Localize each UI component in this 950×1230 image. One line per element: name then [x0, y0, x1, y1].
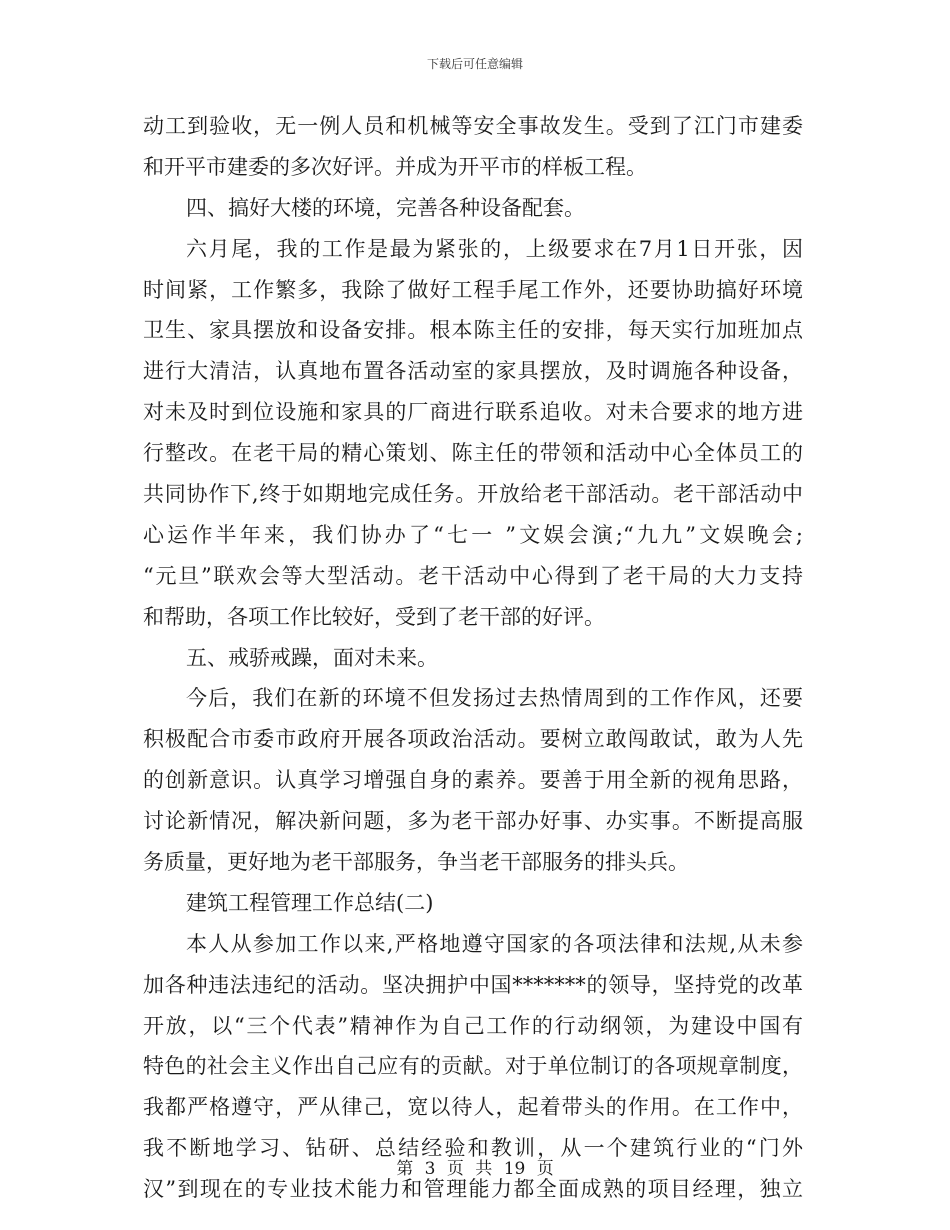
- text-line: 和帮助，各项工作比较好，受到了老干部的好评。: [143, 604, 605, 629]
- text-line: 时间紧，工作繁多，我除了做好工程手尾工作外，还要协助搞好环境: [143, 277, 803, 302]
- document-body: [143, 106, 803, 1210]
- text-line: 特色的社会主义作出自己应有的贡献。对于单位制订的各项规章制度，: [143, 1054, 803, 1079]
- text-line: 动工到验收，无一例人员和机械等安全事故发生。受到了江门市建委: [143, 114, 803, 138]
- text-line: 务质量，更好地为老干部服务，争当老干部服务的排头兵。: [143, 850, 689, 875]
- text-line: 五、戒骄戒躁，面对未来。: [186, 645, 438, 670]
- text-line: 积极配合市委市政府开展各项政治活动。要树立敢闯敢试，敢为人先: [143, 727, 803, 752]
- text-line: 加各种违法违纪的活动。坚决拥护中国*******的领导，坚持党的改革: [143, 972, 803, 997]
- text-line: 卫生、家具摆放和设备安排。根本陈主任的安排，每天实行加班加点: [143, 318, 803, 343]
- text-line: 我不断地学习、钻研、总结经验和教训，从一个建筑行业的“门外: [143, 1136, 803, 1161]
- text-line: 和开平市建委的多次好评。并成为开平市的样板工程。: [143, 154, 647, 179]
- text-line: 开放，以“三个代表”精神作为自己工作的行动纲领，为建设中国有: [143, 1013, 803, 1038]
- text-line: 的创新意识。认真学习增强自身的素养。要善于用全新的视角思路，: [143, 768, 803, 793]
- text-line: 四、搞好大楼的环境，完善各种设备配套。: [186, 195, 585, 220]
- text-line: 本人从参加工作以来,严格地遵守国家的各项法律和法规,从未参: [186, 931, 803, 956]
- text-line: 行整改。在老干局的精心策划、陈主任的带领和活动中心全体员工的: [143, 441, 803, 466]
- text-line: 心运作半年来，我们协办了“七一 ”文娱会演;“九九”文娱晚会;: [143, 522, 803, 547]
- text-line: 汉”到现在的专业技术能力和管理能力都全面成熟的项目经理，独立: [143, 1177, 803, 1202]
- text-line: 进行大清洁，认真地布置各活动室的家具摆放，及时调施各种设备，: [143, 359, 803, 384]
- text-line: 我都严格遵守，严从律己，宽以待人，起着带头的作用。在工作中，: [143, 1095, 803, 1120]
- text-line: 对未及时到位设施和家具的厂商进行联系追收。对未合要求的地方进: [143, 400, 803, 425]
- text-line: 讨论新情况，解决新问题，多为老干部办好事、办实事。不断提高服: [143, 809, 803, 834]
- text-line: 共同协作下,终于如期地完成任务。开放给老干部活动。老干部活动中: [143, 482, 803, 507]
- text-line: 今后，我们在新的环境不但发扬过去热情周到的工作作风，还要: [186, 686, 803, 711]
- page-header: 下载后可任意编辑: [426, 57, 523, 71]
- text-line: 六月尾，我的工作是最为紧张的，上级要求在7月1日开张，因: [186, 236, 803, 261]
- page-number-footer: 第 3 页 共 19 页: [396, 1159, 554, 1179]
- text-line: 建筑工程管理工作总结(二): [186, 890, 434, 915]
- text-line: “元旦”联欢会等大型活动。老干活动中心得到了老干局的大力支持: [143, 563, 803, 588]
